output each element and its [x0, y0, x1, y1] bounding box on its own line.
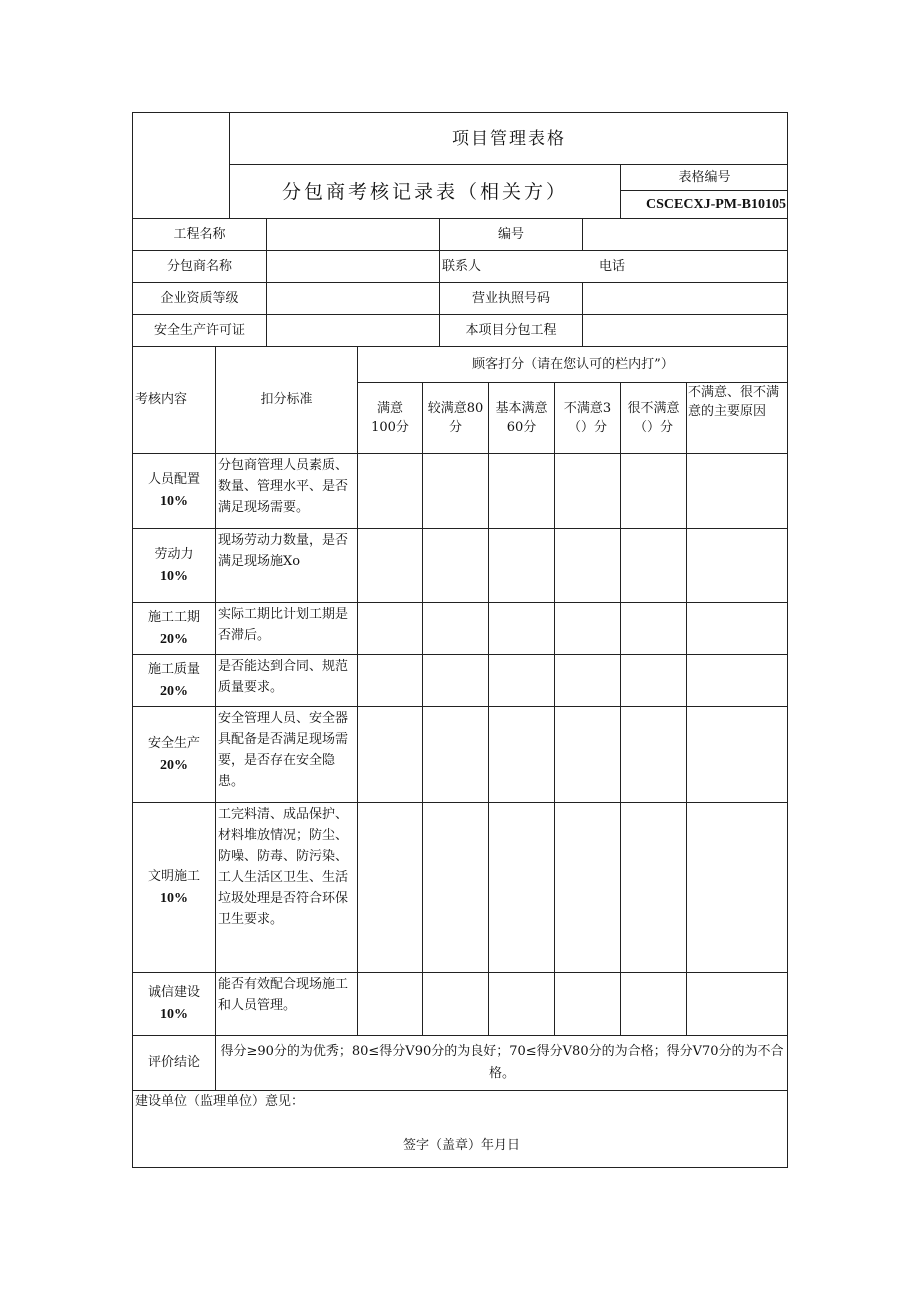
row-criteria-text: 实际工期比计划工期是否滞后。: [218, 607, 349, 643]
score-col-label: 不满意3: [563, 401, 612, 416]
score-cell[interactable]: [620, 453, 686, 528]
license-label: 营业执照号码: [439, 282, 582, 314]
row-item-weight: 10%: [160, 568, 188, 584]
score-header: 顾客打分（请在您认可的栏内打”）: [357, 346, 788, 382]
score-col-header: [357, 382, 422, 453]
row-criteria: [215, 802, 357, 972]
conclusion-label: 评价结论: [132, 1035, 215, 1090]
row-item-name: 文明施工: [147, 868, 200, 884]
score-col-sub: 60分: [506, 420, 537, 435]
row-criteria: [215, 602, 357, 654]
number-field[interactable]: [582, 218, 788, 250]
row-item-name: 劳动力: [154, 546, 194, 562]
score-cell[interactable]: [488, 802, 554, 972]
score-cell[interactable]: [620, 802, 686, 972]
score-col-sub: 100分: [371, 420, 409, 435]
row-criteria-text: 安全管理人员、安全器具配备是否满足现场需要，是否存在安全隐患。: [218, 711, 349, 789]
score-cell[interactable]: [554, 654, 620, 706]
score-cell[interactable]: [488, 602, 554, 654]
score-col-header: [422, 382, 488, 453]
safety-permit-label: 安全生产许可证: [132, 314, 266, 346]
row-item-name: 诚信建设: [147, 985, 200, 1000]
number-label: 编号: [439, 218, 582, 250]
project-name-label: 工程名称: [132, 218, 266, 250]
score-cell[interactable]: [554, 602, 620, 654]
opinion-label: 建设单位（监理单位）意见：: [135, 1094, 305, 1109]
qualification-label: 企业资质等级: [132, 282, 266, 314]
score-cell[interactable]: [554, 706, 620, 802]
row-item: [132, 802, 215, 972]
col-criteria-header: 扣分标准: [215, 346, 357, 453]
score-cell[interactable]: [488, 528, 554, 602]
project-name-field[interactable]: [266, 218, 439, 250]
score-cell[interactable]: [554, 528, 620, 602]
score-cell[interactable]: [554, 802, 620, 972]
row-item-name: 施工工期: [147, 609, 200, 625]
row-criteria: [215, 528, 357, 602]
score-cell[interactable]: [422, 802, 488, 972]
sub-project-field[interactable]: [582, 314, 788, 346]
score-cell[interactable]: [488, 972, 554, 1035]
score-cell[interactable]: [422, 654, 488, 706]
score-col-label: 不满意、很不满意的主要原因: [688, 385, 780, 419]
score-cell[interactable]: [357, 528, 422, 602]
col-content-header: 考核内容: [132, 346, 215, 453]
row-item-name: 安全生产: [147, 735, 200, 751]
row-item-weight: 10%: [160, 890, 188, 906]
row-criteria-text: 分包商管理人员素质、数量、管理水平、是否满足现场需要。: [218, 458, 349, 515]
score-col-header: [620, 382, 686, 453]
opinion-cell[interactable]: [132, 1090, 788, 1168]
license-field[interactable]: [582, 282, 788, 314]
score-col-header: [686, 382, 788, 453]
row-item-name: 人员配置: [147, 472, 200, 487]
contact-phone-cell[interactable]: [439, 250, 788, 282]
score-cell[interactable]: [422, 706, 488, 802]
score-cell[interactable]: [554, 972, 620, 1035]
score-cell[interactable]: [422, 528, 488, 602]
score-cell[interactable]: [357, 654, 422, 706]
score-cell[interactable]: [686, 972, 788, 1035]
score-cell[interactable]: [686, 602, 788, 654]
score-cell[interactable]: [686, 802, 788, 972]
row-item: [132, 654, 215, 706]
score-col-label: 基本满意: [495, 401, 548, 416]
score-cell[interactable]: [488, 706, 554, 802]
form-no: CSCECXJ-PM-B10105: [620, 190, 788, 218]
score-cell[interactable]: [686, 453, 788, 528]
score-cell[interactable]: [620, 706, 686, 802]
row-item-weight: 20%: [160, 757, 188, 773]
logo-cell: [132, 112, 229, 218]
row-item: [132, 453, 215, 528]
score-cell[interactable]: [488, 453, 554, 528]
row-item: [132, 972, 215, 1035]
row-criteria: [215, 654, 357, 706]
score-col-label: 满意: [376, 401, 403, 416]
score-col-label: 很不满意: [627, 401, 680, 416]
row-item: [132, 706, 215, 802]
sub-name-label: 分包商名称: [132, 250, 266, 282]
org-title: 项目管理表格: [229, 112, 788, 164]
score-cell[interactable]: [554, 453, 620, 528]
score-cell[interactable]: [686, 528, 788, 602]
score-col-header: [488, 382, 554, 453]
score-cell[interactable]: [422, 453, 488, 528]
phone-label: 电话: [599, 258, 626, 274]
row-item: [132, 528, 215, 602]
form-title: 分包商考核记录表（相关方）: [229, 164, 620, 218]
row-item-weight: 10%: [160, 1007, 188, 1022]
row-item-weight: 20%: [160, 683, 188, 699]
row-criteria-text: 工完料清、成品保护、材料堆放情况；防尘、防噪、防毒、防污染、工人生活区卫生、生活垃圾处理是否符合环保卫生要求。: [218, 807, 349, 927]
row-item-weight: 20%: [160, 631, 188, 647]
score-cell[interactable]: [357, 453, 422, 528]
score-cell[interactable]: [357, 706, 422, 802]
score-cell[interactable]: [620, 602, 686, 654]
sub-project-label: 本项目分包工程: [439, 314, 582, 346]
score-cell[interactable]: [686, 654, 788, 706]
score-cell[interactable]: [620, 972, 686, 1035]
contact-label: 联系人: [442, 258, 482, 274]
score-col-sub: （）分: [567, 420, 607, 435]
row-criteria-text: 能否有效配合现场施工和人员管理。: [218, 977, 349, 1013]
score-cell[interactable]: [422, 972, 488, 1035]
row-item-weight: 10%: [160, 494, 188, 509]
signature-line: 签字（盖章）年月日: [402, 1138, 520, 1153]
row-criteria-text: 现场劳动力数量，是否满足现场施Xo: [218, 533, 349, 569]
score-cell[interactable]: [620, 528, 686, 602]
row-criteria: [215, 453, 357, 528]
score-col-sub: （）分: [633, 420, 673, 435]
row-criteria: [215, 972, 357, 1035]
score-cell[interactable]: [620, 654, 686, 706]
conclusion-text: 得分≥90分的为优秀；80≤得分V90分的为良好；70≤得分V80分的为合格；得分V70分的为不合格。: [215, 1035, 788, 1090]
score-col-sub: 分: [448, 420, 462, 435]
safety-permit-field[interactable]: [266, 314, 439, 346]
score-cell[interactable]: [422, 602, 488, 654]
row-item: [132, 602, 215, 654]
score-cell[interactable]: [686, 706, 788, 802]
row-criteria: [215, 706, 357, 802]
score-cell[interactable]: [357, 802, 422, 972]
sub-name-field[interactable]: [266, 250, 439, 282]
qualification-field[interactable]: [266, 282, 439, 314]
score-col-header: [554, 382, 620, 453]
score-cell[interactable]: [357, 602, 422, 654]
form-no-label: 表格编号: [620, 164, 788, 190]
score-cell[interactable]: [488, 654, 554, 706]
score-cell[interactable]: [357, 972, 422, 1035]
row-item-name: 施工质量: [147, 661, 200, 677]
row-criteria-text: 是否能达到合同、规范质量要求。: [218, 659, 349, 695]
score-col-label: 较满意80: [427, 401, 484, 416]
